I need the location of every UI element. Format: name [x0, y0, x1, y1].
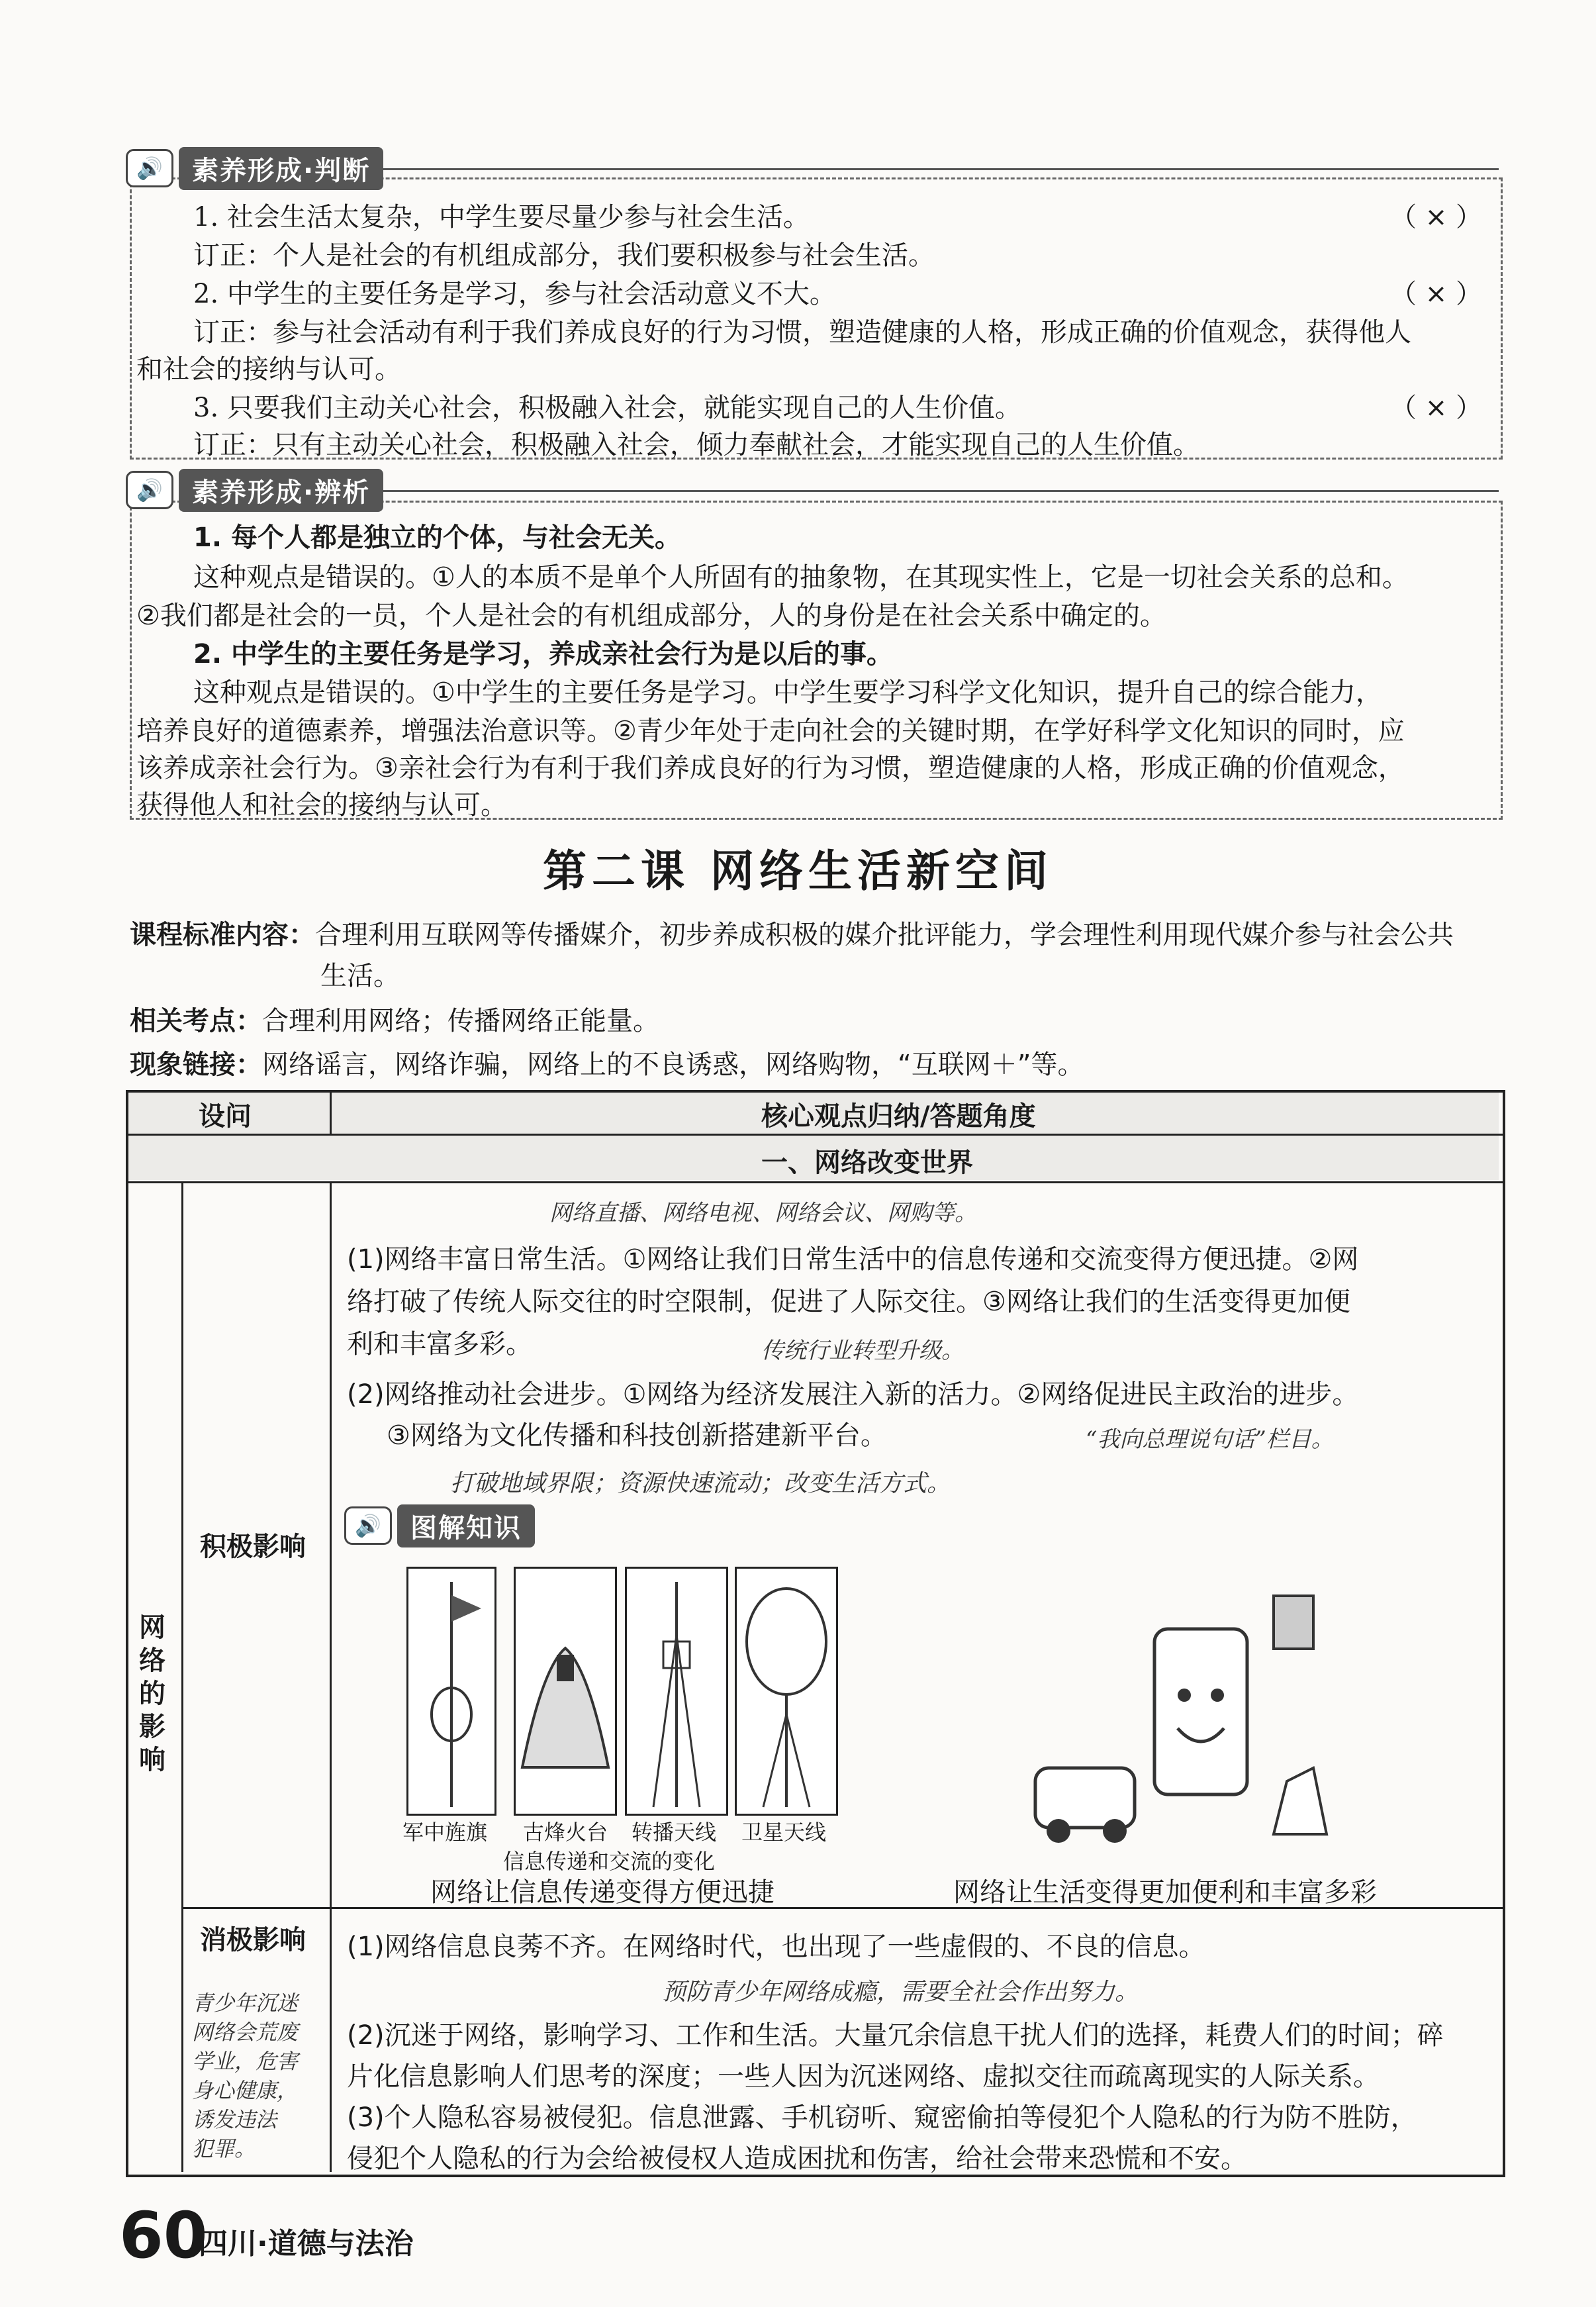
judge-mark2: （ × ） — [1390, 279, 1482, 309]
pos-line-3: 利和丰富多彩。 — [347, 1329, 532, 1359]
note-changes: 打破地域界限；资源快速流动；改变生活方式。 — [450, 1470, 951, 1497]
judge-fix1: 订正：个人是社会的有机组成部分，我们要积极参与社会生活。 — [193, 240, 935, 271]
analyze-a1-1: ②我们都是社会的一员，个人是社会的有机组成部分，人的身份是在社会关系中确定的。 — [136, 601, 1166, 631]
standard-line-2: 生活。 — [320, 961, 400, 991]
diagram-tag-label: 图解知识 — [397, 1504, 535, 1547]
note-industry: 传统行业转型升级。 — [761, 1338, 964, 1364]
standard-line-1: 课程标准内容：合理利用互联网等传播媒介，初步养成积极的媒介批评能力，学会理性利用现代媒介参与社会公共 — [130, 920, 1454, 950]
side-note-1: 青少年沉迷 — [192, 1990, 299, 2016]
page-number: 60 — [119, 2198, 208, 2273]
judge-fix2a: 订正：参与社会活动有利于我们养成良好的行为习惯，塑造健康的人格，形成正确的价值观念，获得他人 — [193, 317, 1411, 348]
diagram-tag — [344, 1507, 535, 1544]
neg-line-2: (2)沉迷于网络，影响学习、工作和生活。大量冗余信息干扰人们的选择，耗费人们的时间；碎 — [347, 2020, 1444, 2051]
analyze-a2-3: 获得他人和社会的接纳与认可。 — [136, 790, 507, 820]
neg-line-5: 侵犯个人隐私的行为会给被侵权人造成困扰和伤害，给社会带来恐慌和不安。 — [347, 2143, 1247, 2174]
section-heading: 一、网络改变世界 — [761, 1148, 973, 1178]
pos-line-1: (1)网络丰富日常生活。①网络让我们日常生活中的信息传递和交流变得方便迅捷。②网 — [347, 1244, 1359, 1275]
side-note-3: 学业，危害 — [192, 2049, 299, 2074]
satellite-dish-illustration — [735, 1567, 838, 1816]
flag-illustration — [406, 1567, 496, 1816]
analyze-q1: 1. 每个人都是独立的个体，与社会无关。 — [193, 522, 681, 553]
analyze-q2: 2. 中学生的主要任务是学习，养成亲社会行为是以后的事。 — [193, 639, 893, 669]
judge-q1: 1. 社会生活太复杂，中学生要尽量少参与社会生活。 — [193, 202, 810, 232]
caption-beacon: 古烽火台 — [523, 1820, 608, 1845]
side-note-4: 身心健康， — [192, 2078, 299, 2103]
speaker-icon: 🔊 — [344, 1506, 392, 1545]
analyze-a2-1: 培养良好的道德素养，增强法治意识等。②青少年处于走向社会的关键时期，在学好科学文化知识的同时，应 — [136, 716, 1405, 746]
judge-q2: 2. 中学生的主要任务是学习，参与社会活动意义不大。 — [193, 279, 836, 309]
speaker-icon: 🔊 — [126, 149, 173, 187]
links-line: 现象链接：网络谣言，网络诈骗，网络上的不良诱惑，网络购物，“互联网＋”等。 — [130, 1050, 1084, 1080]
judge-fix2b: 和社会的接纳与认可。 — [136, 354, 401, 385]
header-core: 核心观点归纳/答题角度 — [761, 1101, 1036, 1132]
analyze-tag — [126, 471, 383, 509]
analyze-a1-0: 这种观点是错误的。①人的本质不是单个人所固有的抽象物，在其现实性上，它是一切社会关系的总和。 — [193, 562, 1409, 593]
caption-satellite: 卫星天线 — [741, 1820, 827, 1845]
beacon-illustration — [514, 1567, 617, 1816]
header-ask: 设问 — [199, 1101, 252, 1132]
judge-tag-label: 素养形成·判断 — [179, 147, 383, 190]
side-note-2: 网络会荒废 — [192, 2020, 299, 2045]
analyze-tag-label: 素养形成·辨析 — [179, 469, 383, 512]
caption-right: 网络让生活变得更加便利和丰富多彩 — [953, 1877, 1377, 1908]
analyze-a2-0: 这种观点是错误的。①中学生的主要任务是学习。中学生要学习科学文化知识，提升自己的综合能力， — [193, 677, 1382, 708]
phone-cartoon-illustration — [1022, 1583, 1353, 1867]
analyze-a2-2: 该养成亲社会行为。③亲社会行为有利于我们养成良好的行为习惯，塑造健康的人格，形成正确的价值观念， — [136, 753, 1405, 783]
note-column: “我向总理说句话”栏目。 — [1086, 1426, 1334, 1453]
caption-flag: 军中旌旗 — [402, 1820, 488, 1845]
judge-mark3: （ × ） — [1390, 393, 1482, 423]
footer-title: 四川·道德与法治 — [199, 2227, 414, 2261]
judge-fix3: 订正：只有主动关心社会，积极融入社会，倾力奉献社会，才能实现自己的人生价值。 — [193, 430, 1199, 460]
positive-label: 积极影响 — [200, 1532, 306, 1562]
speaker-icon: 🔊 — [126, 471, 173, 509]
neg-line-4: (3)个人隐私容易被侵犯。信息泄露、手机窃听、窥密偷拍等侵犯个人隐私的行为防不胜防， — [347, 2102, 1417, 2133]
relay-antenna-illustration — [625, 1567, 728, 1816]
note-prevent: 预防青少年网络成瘾，需要全社会作出努力。 — [662, 1979, 1139, 2006]
row-label-char-4: 影 — [139, 1712, 165, 1742]
caption-change: 信息传递和交流的变化 — [503, 1849, 716, 1874]
row-label-char-3: 的 — [139, 1679, 165, 1709]
note-examples: 网络直播、网络电视、网络会议、网购等。 — [549, 1200, 977, 1226]
judge-tag — [126, 150, 383, 187]
lesson-title: 第二课 网络生活新空间 — [543, 846, 1053, 897]
row-label-char-1: 网 — [139, 1612, 165, 1643]
caption-left: 网络让信息传递变得方便迅捷 — [430, 1877, 775, 1908]
neg-line-1: (1)网络信息良莠不齐。在网络时代，也出现了一些虚假的、不良的信息。 — [347, 1932, 1205, 1962]
negative-label: 消极影响 — [200, 1925, 306, 1955]
pos-line-2: 络打破了传统人际交往的时空限制，促进了人际交往。③网络让我们的生活变得更加便 — [347, 1287, 1350, 1317]
side-note-5: 诱发违法 — [192, 2107, 277, 2132]
neg-line-3: 片化信息影响人们思考的深度；一些人因为沉迷网络、虚拟交往而疏离现实的人际关系。 — [347, 2061, 1380, 2092]
pos-line-5: ③网络为文化传播和科技创新搭建新平台。 — [387, 1420, 887, 1451]
points-line: 相关考点：合理利用网络；传播网络正能量。 — [130, 1006, 659, 1036]
caption-relay: 转播天线 — [632, 1820, 717, 1845]
row-label-char-2: 络 — [139, 1645, 165, 1676]
side-note-6: 犯罪。 — [192, 2136, 256, 2161]
row-label-char-5: 响 — [139, 1745, 165, 1775]
judge-mark1: （ × ） — [1390, 202, 1482, 232]
judge-q3: 3. 只要我们主动关心社会，积极融入社会，就能实现自己的人生价值。 — [193, 393, 1021, 423]
pos-line-4: (2)网络推动社会进步。①网络为经济发展注入新的活力。②网络促进民主政治的进步。 — [347, 1379, 1359, 1410]
